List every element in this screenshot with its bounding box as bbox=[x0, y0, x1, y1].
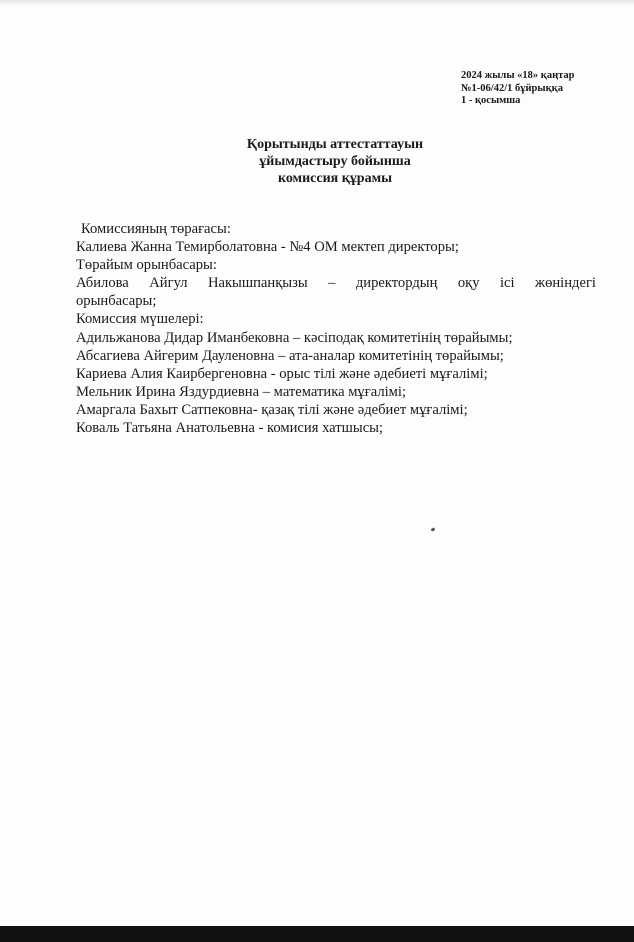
deputy-word: Айгул bbox=[149, 275, 188, 292]
deputy-word: оқу bbox=[457, 275, 480, 292]
member-item: Мельник Ирина Яздурдиевна – математика мұғалімі; bbox=[76, 383, 406, 400]
deputy-member bbox=[76, 274, 596, 292]
deputy-word: Абилова bbox=[76, 275, 129, 292]
scan-bottom-edge bbox=[0, 926, 634, 942]
deputy-word: Накышпанқызы bbox=[207, 275, 308, 292]
deputy-word: ісі bbox=[499, 275, 515, 292]
title-line-3: комиссия құрамы bbox=[277, 171, 393, 186]
document-title bbox=[0, 136, 634, 187]
title-line-1: Қорытынды аттестаттауын bbox=[246, 137, 424, 152]
annex-order-number: №1-06/42/1 бұйрыққа bbox=[461, 82, 563, 94]
members-heading: Комиссия мүшелері: bbox=[76, 311, 204, 328]
annex-appendix-number: 1 - қосымша bbox=[461, 95, 521, 106]
deputy-word: директордың bbox=[355, 275, 438, 292]
chairman-member: Калиева Жанна Темирболатовна - №4 ОМ мектеп директоры; bbox=[76, 239, 459, 256]
deputy-heading: Төрайым орынбасары: bbox=[76, 257, 217, 274]
member-item: Абсагиева Айгерим Дауленовна – ата-аналар комитетінің төрайымы; bbox=[76, 347, 504, 364]
member-item: Кариева Алия Каирбергеновна - орыс тілі және әдебиеті мұғалімі; bbox=[76, 365, 488, 382]
member-item: Амаргала Бахыт Сатпековна- қазақ тілі және әдебиет мұғалімі; bbox=[76, 401, 468, 418]
annex-reference bbox=[461, 70, 575, 108]
member-item: Коваль Татьяна Анатольевна - комисия хатшысы; bbox=[76, 420, 384, 437]
scan-speck bbox=[431, 527, 436, 532]
deputy-word: жөніндегі bbox=[534, 275, 596, 292]
deputy-member-continuation: орынбасары; bbox=[76, 293, 157, 310]
chairman-heading: Комиссияның төрағасы: bbox=[81, 221, 231, 237]
commission-list bbox=[76, 220, 596, 437]
page-top-shadow bbox=[0, 0, 634, 6]
annex-date: 2024 жылы «18» қаңтар bbox=[461, 70, 575, 81]
title-line-2: ұйымдастыру бойынша bbox=[259, 154, 411, 169]
member-item: Адильжанова Дидар Иманбековна – кәсіподақ комитетінің төрайымы; bbox=[76, 329, 513, 346]
deputy-word: – bbox=[328, 275, 336, 292]
